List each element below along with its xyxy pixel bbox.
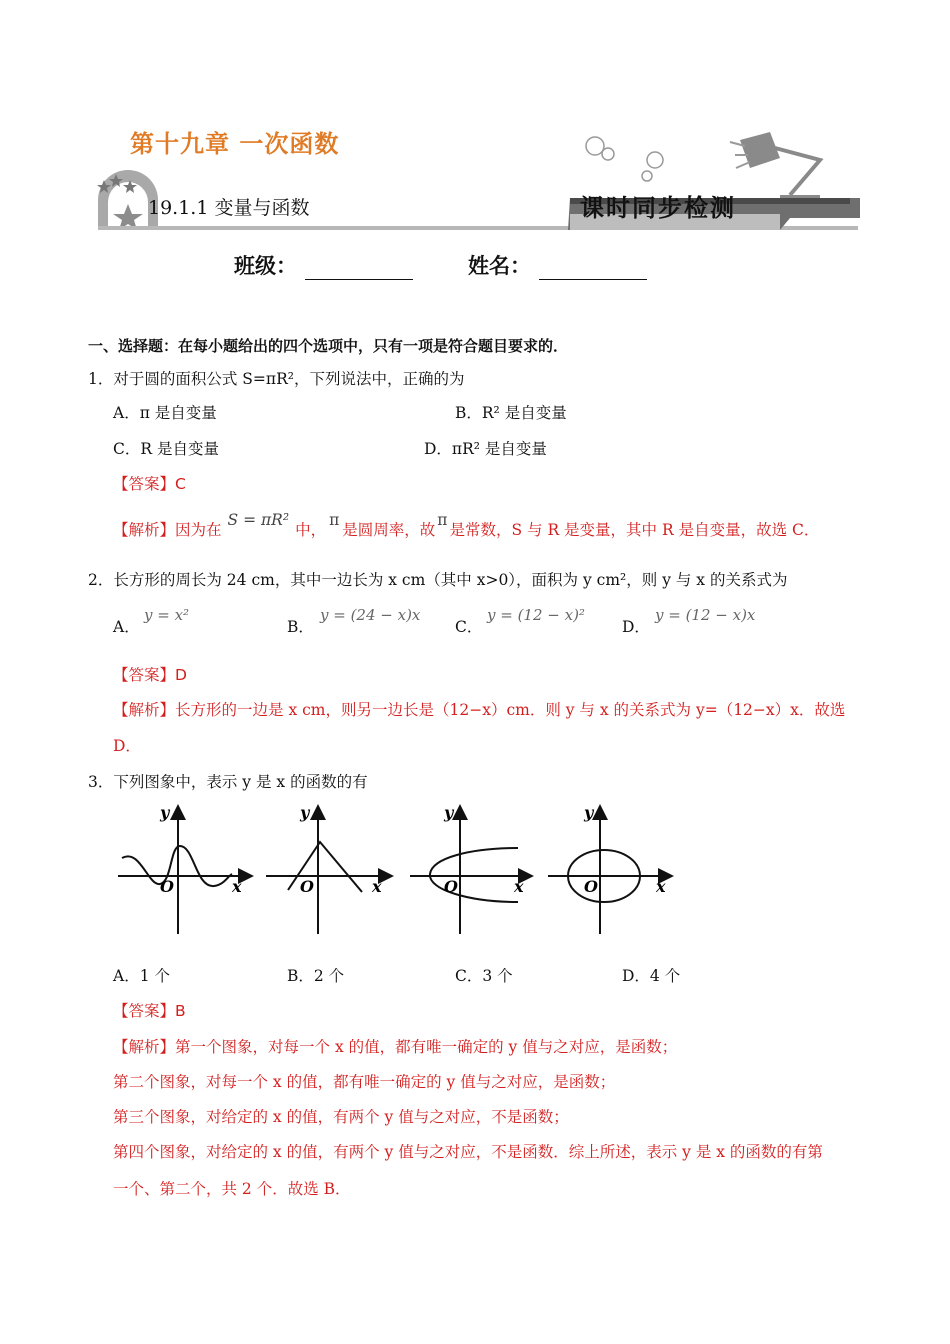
desk-lamp-icon bbox=[730, 132, 820, 201]
q1-analysis bbox=[113, 511, 820, 540]
graph-3-x-label: x bbox=[514, 877, 524, 896]
section-title: 19.1.1 变量与函数 bbox=[148, 197, 310, 219]
q3-option-d: D．4 个 bbox=[622, 967, 681, 985]
name-input-line[interactable] bbox=[539, 259, 647, 280]
q2-option-c-formula: y = (12 − x)² bbox=[487, 606, 585, 624]
q2-stem: 2．长方形的周长为 24 cm，其中一边长为 x cm（其中 x>0），面积为 y cm²，则 y 与 x 的关系式为 bbox=[88, 571, 788, 589]
q3-analysis-line1 bbox=[113, 1037, 677, 1057]
q3-stem: 3．下列图象中，表示 y 是 x 的函数的有 bbox=[88, 773, 368, 791]
q1-option-c: C．R 是自变量 bbox=[113, 440, 219, 458]
q2-analysis-label: 【解析】 bbox=[113, 701, 176, 719]
q1-stem: 1．对于圆的面积公式 S=πR²，下列说法中，正确的为 bbox=[88, 370, 465, 388]
q3-analysis-line5: 一个、第二个，共 2 个．故选 B． bbox=[113, 1180, 351, 1198]
graph-3 bbox=[410, 808, 530, 934]
banner-text: 课时同步检测 bbox=[580, 193, 736, 222]
q2-option-b-formula: y = (24 − x)x bbox=[320, 606, 421, 624]
q3-analysis-line2: 第二个图象，对每一个 x 的值，都有唯一确定的 y 值与之对应，是函数； bbox=[113, 1073, 616, 1091]
q1-analysis-pi: π bbox=[329, 511, 340, 529]
graph-1-x-label: x bbox=[232, 877, 242, 896]
graph-2-x-label: x bbox=[372, 877, 382, 896]
class-input-line[interactable] bbox=[305, 259, 413, 280]
q3-graphs bbox=[110, 798, 690, 940]
q2-analysis-line1 bbox=[113, 700, 845, 720]
class-field bbox=[234, 250, 413, 280]
q1-option-d: D．πR² 是自变量 bbox=[424, 440, 547, 458]
graph-1 bbox=[118, 808, 250, 934]
chapter-title: 第十九章 一次函数 bbox=[130, 130, 340, 158]
q2-option-b-letter: B． bbox=[287, 618, 314, 636]
class-label: 班级： bbox=[234, 254, 297, 278]
name-label: 姓名： bbox=[468, 254, 531, 278]
part-title: 一、选择题：在每小题给出的四个选项中，只有一项是符合题目要求的． bbox=[88, 337, 569, 355]
q1-analysis-label: 【解析】 bbox=[113, 521, 176, 539]
q3-analysis-line4: 第四个图象，对给定的 x 的值，有两个 y 值与之对应，不是函数．综上所述，表示 y 是 x 的函数的有第 bbox=[113, 1143, 823, 1161]
q1-option-a: A．π 是自变量 bbox=[113, 404, 217, 422]
graph-2-origin: O bbox=[300, 877, 314, 896]
graph-2 bbox=[266, 808, 390, 934]
q3-answer: 【答案】B bbox=[113, 1002, 186, 1020]
graph-1-origin: O bbox=[160, 877, 174, 896]
q2-answer: 【答案】D bbox=[113, 666, 187, 684]
q2-analysis-text: 长方形的一边是 x cm，则另一边长是（12−x）cm．则 y 与 x 的关系式为 y=（12−x）x．故选 bbox=[175, 701, 846, 719]
graph-4-origin: O bbox=[584, 877, 598, 896]
q3-option-b: B．2 个 bbox=[287, 967, 345, 985]
q3-option-a: A．1 个 bbox=[113, 967, 170, 985]
graph-4-x-label: x bbox=[656, 877, 666, 896]
graph-2-y-label: y bbox=[300, 803, 310, 822]
bubbles-icon bbox=[586, 137, 663, 181]
graph-3-origin: O bbox=[444, 877, 458, 896]
q1-analysis-pre: 因为在 bbox=[175, 521, 222, 539]
q2-option-c-letter: C． bbox=[455, 618, 483, 636]
q3-analysis-label: 【解析】 bbox=[113, 1038, 176, 1056]
graph-4 bbox=[548, 808, 670, 934]
q3-analysis-line3: 第三个图象，对给定的 x 的值，有两个 y 值与之对应，不是函数； bbox=[113, 1108, 569, 1126]
q2-option-a-letter: A． bbox=[113, 618, 140, 636]
q1-analysis-mid2: 是圆周率，故 bbox=[342, 521, 436, 539]
graph-1-y-label: y bbox=[160, 803, 170, 822]
name-field bbox=[468, 250, 647, 280]
graph-3-y-label: y bbox=[444, 803, 454, 822]
graph-4-y-label: y bbox=[584, 803, 594, 822]
q1-answer: 【答案】C bbox=[113, 475, 186, 493]
q2-analysis-line2: D． bbox=[113, 737, 141, 755]
q1-analysis-formula: S = πR² bbox=[227, 511, 290, 529]
q3-option-c: C．3 个 bbox=[455, 967, 513, 985]
q1-analysis-pi2: π bbox=[437, 511, 448, 529]
q2-option-d-formula: y = (12 − x)x bbox=[655, 606, 756, 624]
q2-option-d-letter: D． bbox=[622, 618, 650, 636]
q2-option-a-formula: y = x² bbox=[144, 606, 190, 624]
q1-option-b: B．R² 是自变量 bbox=[455, 404, 567, 422]
q3-analysis-text-1: 第一个图象，对每一个 x 的值，都有唯一确定的 y 值与之对应，是函数； bbox=[175, 1038, 678, 1056]
q1-analysis-mid: 中， bbox=[295, 521, 327, 539]
q1-analysis-post: 是常数，S 与 R 是变量，其中 R 是自变量，故选 C． bbox=[449, 521, 820, 539]
